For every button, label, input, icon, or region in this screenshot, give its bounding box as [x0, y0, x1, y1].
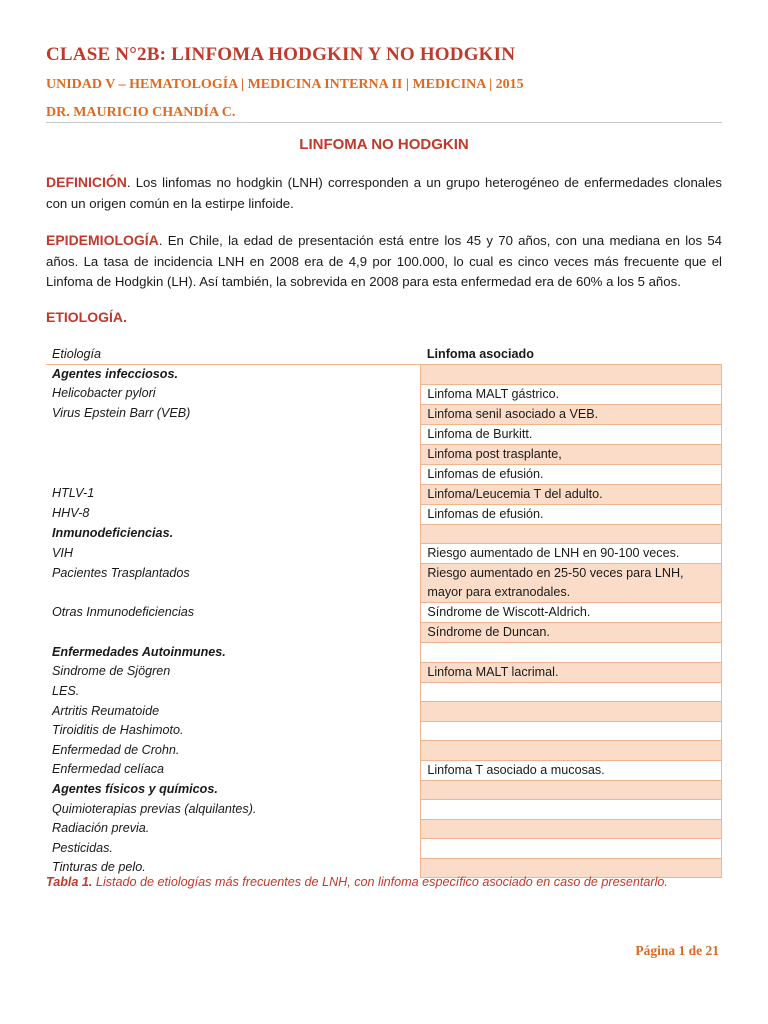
- course-unit-line: UNIDAD V – HEMATOLOGÍA | MEDICINA INTERNA II | MEDICINA | 2015: [46, 77, 524, 92]
- etiology-cell: [46, 464, 421, 484]
- table-row: [46, 603, 722, 623]
- lymphoma-cell: Linfoma T asociado a mucosas.: [421, 760, 722, 780]
- etiology-cell: [46, 424, 421, 444]
- table-row: [46, 444, 722, 464]
- document-title: CLASE N°2B: LINFOMA HODGKIN Y NO HODGKIN: [46, 44, 516, 65]
- etiology-cell: Pacientes Trasplantados: [52, 565, 190, 580]
- lymphoma-cell: [421, 800, 722, 820]
- table-category-row: [46, 780, 722, 800]
- table-row: [46, 682, 722, 702]
- etiology-cell: Enfermedades Autoinmunes.: [52, 644, 226, 659]
- table-category-row: [46, 524, 722, 544]
- table-row: [46, 839, 722, 859]
- header-lymphoma: Linfoma asociado: [421, 345, 722, 365]
- section-title: LINFOMA NO HODGKIN: [299, 136, 469, 153]
- table-row: [46, 564, 722, 603]
- epidemiology-label: EPIDEMIOLOGÍA: [46, 232, 159, 248]
- header-divider: [46, 122, 722, 123]
- etiology-cell: Sindrome de Sjögren: [52, 664, 171, 678]
- caption-label: Tabla 1.: [46, 875, 93, 889]
- table-row: [46, 484, 722, 504]
- etiology-heading: ETIOLOGÍA.: [46, 309, 127, 325]
- table-category-row: [46, 365, 722, 385]
- etiology-cell: Radiación previa.: [52, 821, 150, 835]
- lymphoma-cell: Linfoma post trasplante,: [421, 444, 722, 464]
- lymphoma-cell: Linfoma MALT gástrico.: [421, 384, 722, 404]
- lymphoma-cell: Riesgo aumentado en 25-50 veces para LNH, mayor para extranodales.: [421, 564, 722, 603]
- table-row: [46, 800, 722, 820]
- table-row: [46, 702, 722, 722]
- etiology-cell: Tinturas de pelo.: [52, 860, 146, 874]
- etiology-cell: Helicobacter pylori: [52, 386, 156, 400]
- etiology-cell: Quimioterapias previas (alquilantes).: [52, 801, 257, 816]
- etiology-cell: HTLV-1: [52, 486, 95, 500]
- table-row: [46, 662, 722, 682]
- lymphoma-cell: Síndrome de Duncan.: [421, 623, 722, 643]
- table-row: [46, 760, 722, 780]
- etiology-cell: HHV-8: [52, 506, 90, 520]
- lymphoma-cell: [421, 780, 722, 800]
- table-row: [46, 819, 722, 839]
- lymphoma-cell: Linfoma de Burkitt.: [421, 424, 722, 444]
- table-caption: [46, 875, 668, 889]
- definition-label: DEFINICIÓN: [46, 174, 127, 190]
- lymphoma-cell: Linfoma/Leucemia T del adulto.: [421, 484, 722, 504]
- etiology-cell: Agentes infecciosos.: [52, 367, 178, 381]
- etiology-cell: VIH: [52, 545, 73, 560]
- table-row: [46, 544, 722, 564]
- epidemiology-text: . En Chile, la edad de presentación está entre los 45 y 70 años, con una mediana en los 54 años. La tasa de incidencia LNH en 2008 era de 4,9 por 100.000, lo cual es cinco veces más frecuente que el Linfoma de Hodgkin (LH). Así también, la sobrevida en 2008 para esta enfermedad era de 60% a los 5 años.: [46, 233, 722, 289]
- etiology-cell: Inmunodeficiencias.: [52, 526, 174, 540]
- table-row: [46, 384, 722, 404]
- table-header-row: [46, 345, 722, 365]
- page-number: Página 1 de 21: [635, 943, 719, 958]
- lymphoma-cell: Linfoma senil asociado a VEB.: [421, 404, 722, 424]
- table-row: [46, 464, 722, 484]
- caption-text: Listado de etiologías más frecuentes de LNH, con linfoma específico asociado en caso de presentarlo.: [92, 875, 668, 889]
- definition-text: . Los linfomas no hodgkin (LNH) corresponden a un grupo heterogéneo de enfermedades clonales con un origen común en la estirpe linfoide.: [46, 175, 722, 211]
- table-row: [46, 504, 722, 524]
- table-category-row: [46, 643, 722, 663]
- lymphoma-cell: [421, 682, 722, 702]
- etiology-cell: LES.: [52, 684, 80, 698]
- lymphoma-cell: [421, 721, 722, 741]
- etiology-cell: Virus Epstein Barr (VEB): [52, 406, 191, 420]
- lymphoma-cell: Riesgo aumentado de LNH en 90-100 veces.: [421, 544, 722, 564]
- table-row: [46, 424, 722, 444]
- etiology-cell: Tiroiditis de Hashimoto.: [52, 723, 184, 737]
- etiology-cell: Artritis Reumatoide: [52, 703, 160, 718]
- etiology-cell: Enfermedad de Crohn.: [52, 742, 180, 757]
- etiology-cell: Pesticidas.: [52, 840, 113, 855]
- etiology-cell: Otras Inmunodeficiencias: [52, 604, 195, 619]
- lymphoma-cell: [421, 819, 722, 839]
- etiology-cell: Enfermedad celíaca: [52, 762, 165, 776]
- lymphoma-cell: [421, 839, 722, 859]
- table-row: [46, 623, 722, 643]
- lymphoma-cell: [421, 365, 722, 385]
- header-etiology: Etiología: [46, 345, 421, 365]
- lymphoma-cell: [421, 643, 722, 663]
- author-line: DR. MAURICIO CHANDÍA C.: [46, 105, 236, 120]
- epidemiology-paragraph: [46, 230, 722, 293]
- lymphoma-cell: [421, 702, 722, 722]
- etiology-cell: Agentes físicos y químicos.: [52, 782, 218, 796]
- lymphoma-cell: Linfomas de efusión.: [421, 464, 722, 484]
- lymphoma-cell: [421, 741, 722, 761]
- etiology-cell: [46, 623, 421, 643]
- table-row: [46, 404, 722, 424]
- etiology-table: [46, 345, 722, 878]
- lymphoma-cell: Linfoma MALT lacrimal.: [421, 662, 722, 682]
- definition-paragraph: [46, 172, 722, 214]
- table-row: [46, 741, 722, 761]
- lymphoma-cell: Linfomas de efusión.: [421, 504, 722, 524]
- table-row: [46, 721, 722, 741]
- lymphoma-cell: [421, 524, 722, 544]
- etiology-cell: [46, 444, 421, 464]
- lymphoma-cell: Síndrome de Wiscott-Aldrich.: [421, 603, 722, 623]
